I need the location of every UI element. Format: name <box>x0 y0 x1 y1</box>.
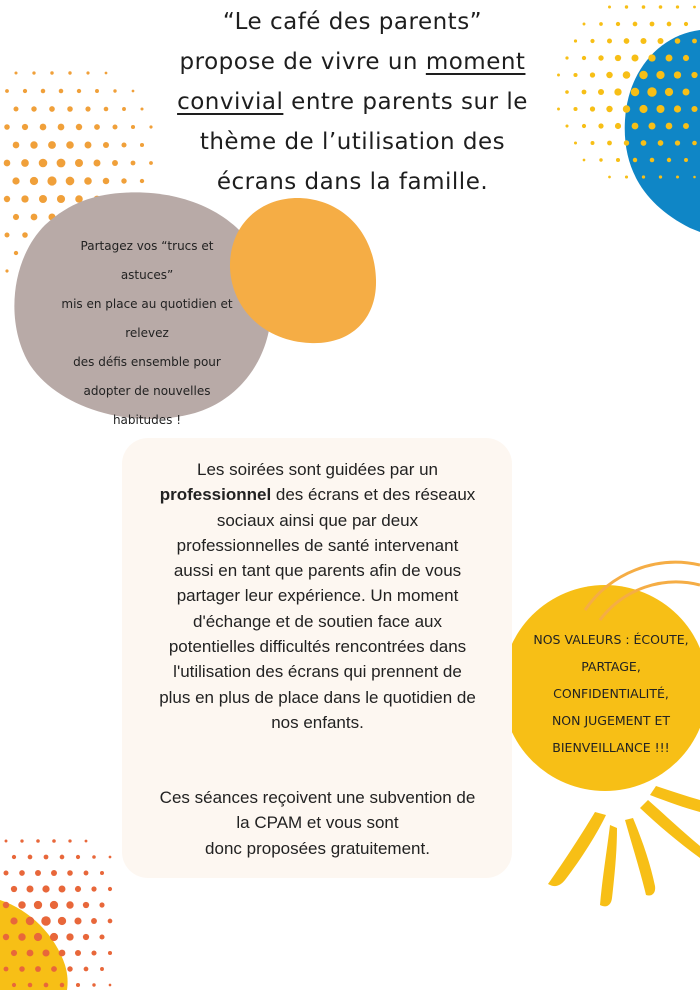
decorative-dot <box>659 175 662 178</box>
decorative-dot <box>674 71 681 78</box>
decorative-dot <box>68 839 71 842</box>
decorative-dot <box>28 983 33 988</box>
decorative-dot <box>691 106 697 112</box>
decorative-dot <box>59 950 66 957</box>
decorative-dot <box>92 983 95 986</box>
headline-line-3-suffix: entre parents sur le <box>283 89 528 115</box>
decorative-dot <box>86 71 89 74</box>
decorative-dot <box>34 901 42 909</box>
decorative-dot <box>692 141 697 146</box>
values-bubble-text <box>512 626 700 761</box>
decorative-dot <box>598 123 603 128</box>
decorative-dot <box>108 951 112 955</box>
decorative-dot <box>41 916 51 926</box>
decorative-dot <box>10 917 17 924</box>
decorative-dot <box>44 983 49 988</box>
decorative-dot <box>108 919 113 924</box>
decorative-dot <box>599 22 603 26</box>
decorative-dot <box>67 870 73 876</box>
yellow-blob-bottom-left <box>0 900 68 990</box>
decorative-dot <box>582 124 586 128</box>
decorative-dot <box>50 901 58 909</box>
headline-underlined-convivial: convivial <box>177 89 284 115</box>
decorative-dot <box>557 74 560 77</box>
decorative-dot <box>616 158 620 162</box>
values-line: NOS VALEURS : ÉCOUTE, <box>533 632 689 647</box>
decorative-dot <box>691 72 697 78</box>
decorative-dot <box>615 123 621 129</box>
decorative-dot <box>94 124 100 130</box>
decorative-dot <box>13 142 20 149</box>
decorative-dot <box>623 71 631 79</box>
description-line: nos enfants. <box>271 712 364 732</box>
decorative-dot <box>48 141 56 149</box>
decorative-dot <box>608 176 611 179</box>
decorative-dot <box>607 38 612 43</box>
decorative-dot <box>693 176 696 179</box>
decorative-dot <box>639 71 647 79</box>
decorative-dot <box>27 950 34 957</box>
decorative-dot <box>650 22 655 27</box>
decorative-dot <box>84 871 89 876</box>
decorative-dot <box>36 839 40 843</box>
decorative-dot <box>60 855 65 860</box>
decorative-dot <box>607 141 612 146</box>
decorative-dot <box>631 88 640 97</box>
tips-line: astuces” <box>120 268 174 282</box>
decorative-dot <box>692 39 697 44</box>
headline-line-2 <box>150 42 555 82</box>
decorative-dot <box>27 886 34 893</box>
decorative-dot <box>121 142 126 147</box>
decorative-dot <box>52 839 56 843</box>
decorative-dot <box>75 159 83 167</box>
decorative-dot <box>565 56 568 59</box>
decorative-dot <box>606 106 612 112</box>
decorative-dot <box>583 23 586 26</box>
decorative-dot <box>39 195 47 203</box>
decorative-dot <box>606 72 613 79</box>
description-line: sociaux ainsi que par deux <box>216 510 419 530</box>
decorative-dot <box>632 123 639 130</box>
decorative-dot <box>683 55 689 61</box>
decorative-dot <box>76 855 80 859</box>
decorative-dot <box>68 71 71 74</box>
decorative-dot <box>47 176 56 185</box>
decorative-dot <box>625 5 628 8</box>
yellow-sun-rays <box>548 786 700 906</box>
description-line: professionnelles de santé intervenant <box>176 535 459 555</box>
decorative-dot <box>5 269 8 272</box>
headline <box>150 2 555 202</box>
decorative-dot <box>20 839 23 842</box>
decorative-dot <box>75 950 81 956</box>
decorative-dot <box>121 178 126 183</box>
description-line: plus en plus de place dans le quotidien de <box>159 687 476 707</box>
values-line: NON JUGEMENT ET <box>551 713 671 728</box>
decorative-dot <box>60 983 65 988</box>
decorative-dot <box>667 158 671 162</box>
decorative-dot <box>683 89 690 96</box>
decorative-dot <box>50 933 58 941</box>
decorative-dot <box>85 840 88 843</box>
decorative-dot <box>633 22 638 27</box>
decorative-dot <box>656 105 664 113</box>
decorative-dot <box>92 855 96 859</box>
decorative-dot <box>76 983 80 987</box>
decorative-dot <box>112 160 118 166</box>
description-line: Les soirées sont guidées par un <box>197 460 438 479</box>
decorative-dot <box>49 106 55 112</box>
headline-line-1: “Le café des parents” <box>222 9 483 35</box>
headline-line-5: écrans dans la famille. <box>216 169 489 195</box>
decorative-dot <box>41 89 46 94</box>
description-line: aussi en tant que parents afin de vous <box>173 561 462 581</box>
tips-line: mis en place au quotidien et <box>61 297 233 311</box>
decorative-dot <box>573 107 577 111</box>
decorative-dot <box>675 140 680 145</box>
decorative-dot <box>108 887 112 891</box>
tips-line: adopter de nouvelles <box>83 384 211 398</box>
decorative-dot <box>103 142 109 148</box>
decorative-dot <box>5 840 8 843</box>
decorative-dot <box>684 158 688 162</box>
values-line: CONFIDENTIALITÉ, <box>553 686 669 701</box>
decorative-dot <box>105 72 108 75</box>
decorative-dot <box>51 966 57 972</box>
funding-line: donc proposées gratuitement. <box>205 838 430 858</box>
decorative-dot <box>666 123 673 130</box>
decorative-dot <box>66 177 75 186</box>
decorative-dot <box>666 55 673 62</box>
description-text <box>130 457 505 735</box>
tips-line: des défis ensemble pour <box>73 355 221 369</box>
decorative-dot <box>28 855 33 860</box>
decorative-dot <box>648 54 655 61</box>
decorative-dot <box>109 984 112 987</box>
decorative-dot <box>640 38 646 44</box>
decorative-dot <box>624 38 630 44</box>
decorative-dot <box>18 933 25 940</box>
decorative-dot <box>58 917 66 925</box>
decorative-dot <box>91 918 97 924</box>
decorative-dot <box>658 38 664 44</box>
decorative-dot <box>23 89 27 93</box>
description-line-rest: des écrans et des réseaux <box>271 485 476 505</box>
decorative-dot <box>122 107 126 111</box>
decorative-dot <box>94 160 101 167</box>
decorative-dot <box>75 886 81 892</box>
decorative-dot <box>131 161 136 166</box>
decorative-dot <box>674 105 681 112</box>
decorative-dot <box>14 107 19 112</box>
decorative-dot <box>66 933 73 940</box>
decorative-dot <box>32 71 35 74</box>
decorative-dot <box>557 108 560 111</box>
decorative-dot <box>642 5 646 9</box>
decorative-dot <box>582 90 587 95</box>
bold-professionnel: professionnel <box>159 485 272 505</box>
decorative-dot <box>3 902 9 908</box>
decorative-dot <box>100 967 104 971</box>
decorative-dot <box>4 871 9 876</box>
funding-line: Ces séances reçoivent une subvention de <box>159 788 476 807</box>
decorative-dot <box>18 901 26 909</box>
decorative-dot <box>140 179 144 183</box>
decorative-dot <box>647 87 656 96</box>
decorative-dot <box>83 902 89 908</box>
decorative-dot <box>642 175 645 178</box>
decorative-dot <box>59 886 66 893</box>
decorative-dot <box>573 73 577 77</box>
decorative-dot <box>31 214 38 221</box>
decorative-dot <box>66 141 74 149</box>
decorative-dot <box>19 870 25 876</box>
decorative-dot <box>26 917 34 925</box>
values-line: BIENVEILLANCE !!! <box>552 740 670 755</box>
decorative-dot <box>625 175 628 178</box>
decorative-dot <box>13 214 19 220</box>
decorative-dot <box>14 71 17 74</box>
decorative-dot <box>42 885 49 892</box>
decorative-dot <box>39 159 48 168</box>
decorative-dot <box>676 5 679 8</box>
headline-line-3 <box>150 82 555 122</box>
decorative-dot <box>66 901 73 908</box>
funding-text <box>130 785 505 861</box>
decorative-dot <box>676 175 679 178</box>
decorative-dot <box>4 196 10 202</box>
decorative-dot <box>85 106 90 111</box>
decorative-dot <box>59 89 64 94</box>
decorative-dot <box>4 967 9 972</box>
decorative-dot <box>590 39 594 43</box>
decorative-dot <box>665 88 673 96</box>
decorative-dot <box>21 195 28 202</box>
decorative-dot <box>616 22 620 26</box>
decorative-dot <box>12 177 19 184</box>
tips-bubble-text <box>42 232 252 435</box>
tips-line: Partagez vos “trucs et <box>80 239 214 253</box>
decorative-dot <box>11 950 17 956</box>
decorative-dot <box>11 886 17 892</box>
decorative-dot <box>67 106 73 112</box>
decorative-dot <box>44 855 49 860</box>
decorative-dot <box>693 6 696 9</box>
decorative-dot <box>656 71 664 79</box>
decorative-dot <box>590 72 595 77</box>
decorative-dot <box>598 55 603 60</box>
description-line: partager leur expérience. Un moment <box>176 586 459 606</box>
decorative-dot <box>51 870 57 876</box>
decorative-dot <box>599 158 602 161</box>
decorative-dot <box>650 158 655 163</box>
decorative-dot <box>76 124 82 130</box>
decorative-dot <box>684 22 688 26</box>
decorative-dot <box>74 917 81 924</box>
decorative-dot <box>103 178 110 185</box>
decorative-dot <box>83 934 89 940</box>
decorative-dot <box>42 949 49 956</box>
decorative-dot <box>35 966 41 972</box>
decorative-dot <box>12 983 16 987</box>
tips-line: relevez <box>125 326 169 340</box>
decorative-dot <box>582 56 586 60</box>
decorative-dot <box>84 177 92 185</box>
description-line: l'utilisation des écrans qui prennent de <box>173 662 462 682</box>
decorative-dot <box>3 934 9 940</box>
decorative-dot <box>57 195 65 203</box>
values-line: PARTAGE, <box>581 659 641 674</box>
decorative-dot <box>84 967 89 972</box>
decorative-dot <box>40 124 47 131</box>
decorative-dot <box>608 6 611 9</box>
decorative-dot <box>659 5 663 9</box>
description-line: d'échange et de soutien face aux <box>193 611 442 631</box>
decorative-dot <box>77 89 81 93</box>
decorative-dot <box>614 88 621 95</box>
decorative-dot <box>34 933 42 941</box>
decorative-dot <box>22 232 28 238</box>
decorative-dot <box>50 71 53 74</box>
decorative-dot <box>5 233 10 238</box>
decorative-dot <box>31 106 36 111</box>
funding-line: la CPAM et vous sont <box>236 813 399 833</box>
headline-underlined-moment: moment <box>425 49 526 75</box>
decorative-dot <box>113 89 116 92</box>
decorative-dot <box>633 158 637 162</box>
decorative-dot <box>683 123 689 129</box>
decorative-dot <box>598 89 604 95</box>
decorative-dot <box>565 90 569 94</box>
decorative-dot <box>658 140 664 146</box>
decorative-dot <box>591 141 595 145</box>
decorative-dot <box>565 124 568 127</box>
decorative-dot <box>649 123 656 130</box>
decorative-dot <box>109 856 112 859</box>
description-line <box>130 482 505 507</box>
decorative-dot <box>574 39 577 42</box>
decorative-dot <box>583 159 586 162</box>
decorative-dot <box>14 251 18 255</box>
decorative-dot <box>91 950 96 955</box>
decorative-dot <box>641 140 647 146</box>
description-line: potentielles difficultés rencontrées dans <box>168 637 467 657</box>
headline-line-2-prefix: propose de vivre un <box>179 49 426 75</box>
decorative-dot <box>30 177 38 185</box>
decorative-dot <box>4 160 11 167</box>
decorative-dot <box>624 140 629 145</box>
decorative-dot <box>91 886 96 891</box>
decorative-dot <box>675 38 681 44</box>
decorative-dot <box>58 124 65 131</box>
decorative-dot <box>590 106 595 111</box>
headline-line-4: thème de l’utilisation des <box>199 129 506 155</box>
tips-line: habitudes ! <box>112 413 182 427</box>
decorative-dot <box>140 107 143 110</box>
decorative-dot <box>21 159 29 167</box>
decorative-dot <box>140 143 144 147</box>
decorative-dot <box>574 141 577 144</box>
decorative-dot <box>99 934 104 939</box>
decorative-dot <box>99 902 104 907</box>
decorative-dot <box>19 966 25 972</box>
decorative-dot <box>12 855 16 859</box>
decorative-dot <box>131 125 135 129</box>
decorative-dot <box>667 22 672 27</box>
decorative-dot <box>132 90 135 93</box>
decorative-dot <box>104 107 109 112</box>
decorative-dot <box>67 966 72 971</box>
decorative-dot <box>35 870 41 876</box>
decorative-dot <box>4 124 10 130</box>
decorative-dot <box>85 142 92 149</box>
decorative-dot <box>22 124 28 130</box>
decorative-dot <box>631 54 638 61</box>
decorative-dot <box>623 105 630 112</box>
decorative-dot <box>95 89 99 93</box>
decorative-dot <box>639 105 647 113</box>
decorative-dot <box>100 871 104 875</box>
decorative-dot <box>615 55 621 61</box>
decorative-dot <box>57 159 66 168</box>
decorative-dot <box>5 89 9 93</box>
decorative-dot <box>113 125 118 130</box>
decorative-dot <box>30 141 37 148</box>
